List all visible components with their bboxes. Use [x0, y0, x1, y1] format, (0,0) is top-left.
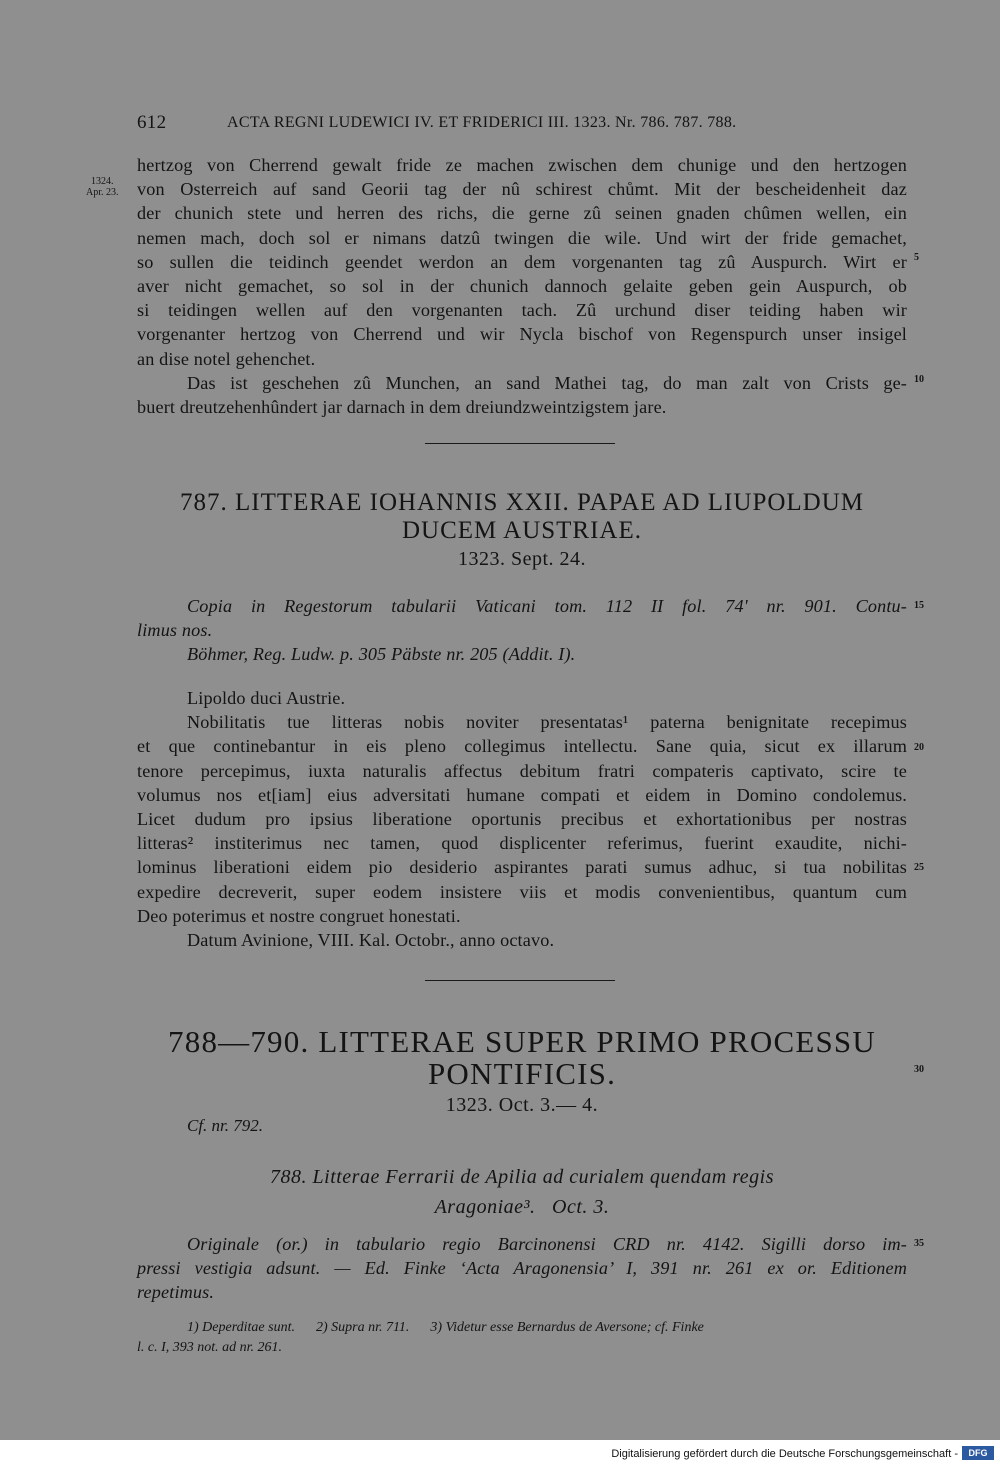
source-line: Originale (or.) in tabulario regio Barcinonensi CRD nr. 4142. Sigilli dorso im- — [187, 1234, 907, 1254]
running-title: ACTA REGNI LUDEWICI IV. ET FRIDERICI III. 1323. Nr. 786. 787. 788. — [227, 114, 737, 131]
text-line: von Osterreich auf sand Georii tag der nû schirest chůmt. Mit der bescheidenheit daz — [137, 179, 907, 200]
line-number: 5 — [914, 252, 919, 263]
text-line: nemen mach, doch sol er nimans datzû twingen die wile. Und wirt der fride gemachet, — [137, 227, 907, 248]
text-line: Das ist geschehen zû Munchen, an sand Mathei tag, do man zalt von Crists ge- — [187, 372, 907, 393]
text-line: expedire decreverit, super eodem insistere viis et modis convenientibus, quantum cum — [137, 881, 907, 902]
line-number: 30 — [914, 1064, 924, 1075]
text-line: der chunich stete und herren des richs, die gerne zû seinen gnaden chûmen wellen, ein — [137, 203, 907, 224]
text-line: Nobilitatis tue litteras nobis noviter presentatas¹ paterna benignitate recepimus — [187, 712, 907, 733]
datum-line: Datum Avinione, VIII. Kal. Octobr., anno octavo. — [187, 929, 555, 950]
text-line: si teidingen wellen auf den vorgenanten tach. Zû urchund diser teiding haben wir — [137, 300, 907, 321]
text-line: lominus liberationi eidem pio desiderio aspirantes parati sumus adhuc, si tua nobilitas — [137, 857, 907, 878]
footnote-line: l. c. I, 393 not. ad nr. 261. — [137, 1340, 283, 1355]
text-line: volumus nos et[iam] eius adversitati humane compati et eidem in Domino condolemus. — [137, 784, 907, 805]
doc-786-text — [137, 153, 907, 419]
doc-788-title-line2: Aragoniae³. Oct. 3. — [434, 1196, 610, 1218]
footnotes — [137, 1318, 907, 1358]
doc-787-sources — [137, 594, 907, 667]
digitization-note: Digitalisierung gefördert durch die Deutsche Forschungsgemeinschaft - — [611, 1448, 958, 1460]
doc-788-sources — [137, 1232, 907, 1305]
text-line: litteras² institerimus nec tamen, quod displicenter referimus, fuerint exaudite, nichi- — [137, 833, 907, 854]
source-line: Böhmer, Reg. Ludw. p. 305 Päbste nr. 205 (Addit. I). — [187, 644, 576, 665]
source-line: repetimus. — [137, 1282, 215, 1303]
address-line: Lipoldo duci Austrie. — [187, 688, 346, 708]
line-number: 35 — [914, 1238, 924, 1249]
source-line: limus nos. — [137, 620, 213, 641]
text-line: tenore percepimus, iuxta naturalis affectus debitum fratri compateris captivato, scire te — [137, 760, 907, 781]
text-line: vorgenanter hertzog von Cherrend und wir Nycla bischof von Regenspurch unser insigel — [137, 324, 907, 345]
doc-787-title-line1: 787. LITTERAE IOHANNIS XXII. PAPAE AD LIUPOLDUM — [179, 489, 865, 516]
doc-788-790-title-line2: PONTIFICIS. — [427, 1056, 617, 1091]
text-line: buert dreutzehenhûndert jar darnach in dem dreiundzweintzigstem jare. — [137, 396, 667, 417]
dfg-logo-icon[interactable]: DFG — [962, 1446, 994, 1460]
text-line: et que continebantur in eis pleno collegimus intellectu. Sane quia, sicut ex illarum — [137, 736, 907, 757]
text-line: Licet dudum pro ipsius liberatione oportunis precibus et exhortationibus per nostras — [137, 808, 907, 829]
doc-787-title-line2: DUCEM AUSTRIAE. — [401, 517, 642, 544]
text-line: so sullen die teidinch geendet werdon an dem vorgenanten tag zû Auspurch. Wirt er — [137, 251, 907, 272]
text-line: an dise notel gehenchet. — [137, 348, 316, 369]
doc-787-date: 1323. Sept. 24. — [457, 548, 587, 570]
margin-date-year: 1324. — [91, 176, 114, 187]
digitization-footer — [0, 1440, 1000, 1465]
doc-788-title-line1: 788. Litterae Ferrarii de Apilia ad curialem quendam regis — [270, 1166, 774, 1188]
line-number: 10 — [914, 374, 924, 385]
text-line: aver nicht gemachet, so sol in der chunich dannoch gelaite geben gein Auspurch, ob — [137, 275, 907, 296]
section-divider — [425, 980, 615, 981]
line-number: 25 — [914, 862, 924, 873]
doc-788-790-title-line1: 788—790. LITTERAE SUPER PRIMO PROCESSU — [168, 1024, 876, 1059]
line-number: 20 — [914, 742, 924, 753]
cross-reference: Cf. nr. 792. — [187, 1116, 264, 1135]
source-line: Copia in Regestorum tabularii Vaticani tom. 112 II fol. 74' nr. 901. Contu- — [187, 596, 907, 616]
margin-date-day: Apr. 23. — [86, 187, 119, 198]
line-number: 15 — [914, 600, 924, 611]
footnote-line: 1) Deperditae sunt. 2) Supra nr. 711. 3) Videtur esse Bernardus de Aversone; cf. Finke — [187, 1320, 704, 1335]
page-number: 612 — [137, 112, 167, 133]
margin-date — [86, 176, 119, 198]
source-line: pressi vestigia adsunt. — Ed. Finke ‘Acta Aragonensia’ I, 391 nr. 261 ex or. Editionem — [137, 1258, 907, 1279]
doc-788-790-date: 1323. Oct. 3.— 4. — [445, 1094, 599, 1116]
section-divider — [425, 443, 615, 444]
text-line: hertzog von Cherrend gewalt fride ze machen zwischen dem chunige und den hertzogen — [137, 155, 907, 175]
text-line: Deo poterimus et nostre congruet honestati. — [137, 905, 461, 926]
doc-787-text — [137, 686, 907, 952]
